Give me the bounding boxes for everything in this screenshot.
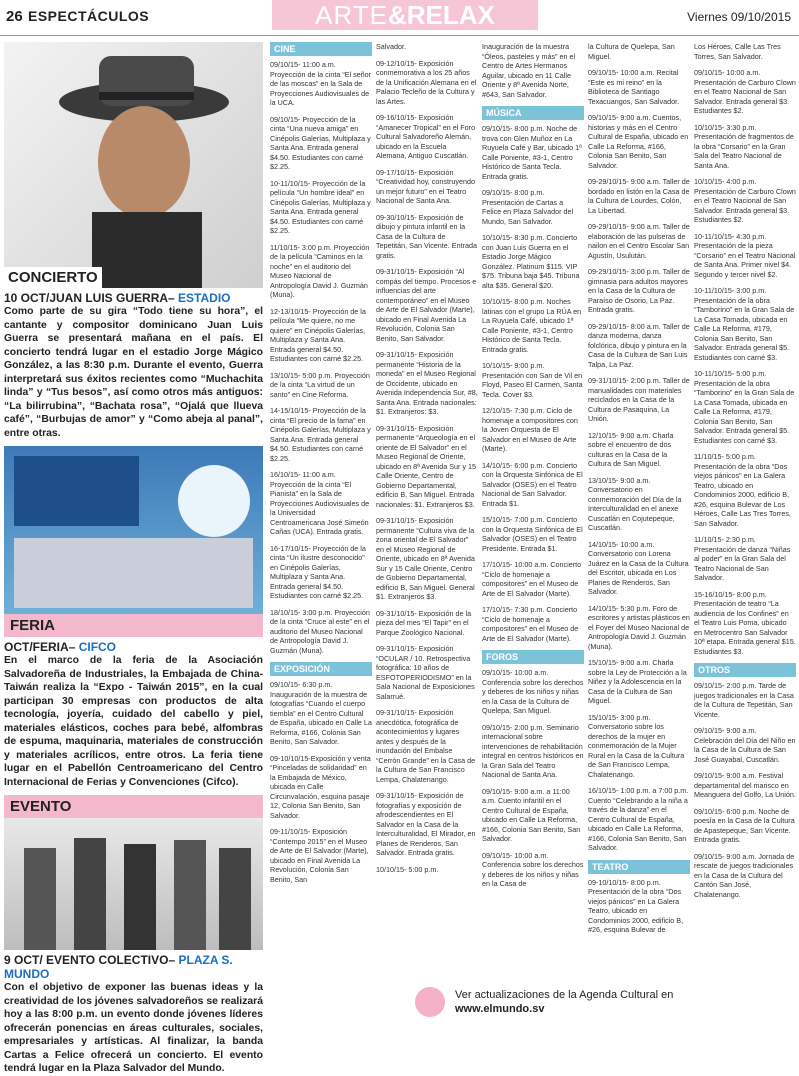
agenda-item: 13/10/15- 9:00 a.m. Conversatorio en conmemoración del Día de la Interculturalidad en el anexe Cuscatlán en Cojutepeque, Cuscatlán. <box>588 475 682 532</box>
agenda-item: 14-15/10/15- Proyección de la cinta “El precio de la fama” en Cinépolis Galerías, Multiplaza y Santa Ana. Entrada general $4.50. Estudiantes con carné $2.25. <box>270 406 371 463</box>
feria-body: En el marco de la feria de la Asociación Salvadoreña de Industriales, la Embajada de China-Taiwán realiza la “Expo - Taiwán 2015”, en la cual participan 30 empresas con productos de alta tecnología, joyería, cuidado del cabello y piel, materiales elásticos, coches para bebé, alfombras de espuma, maquinaria, materiales de construcción y materiales acrílicos, entre otros. La feria tiene lugar en el Pabellón Centroamericano del Centro Internacional de Ferias y Convenciones (Cifco). <box>4 655 263 788</box>
agenda-item: 09-31/10/15- Exposición “Al compás del tiempo. Procesos e influencias del arte contemporáneo” en el Museo de Arte de El Salvador (Marte), ubicado en Final Avenida La Revolución, Colonia San Benito, San Salvador. <box>376 267 477 343</box>
agenda-item: 09/10/15- 10:00 a.m. Presentación de Carburo Clown en el Teatro Nacional de San Salvador. Entrada general $3. Estudiantes $2. <box>694 68 796 115</box>
agenda-item: 14/10/15- 10:00 a.m. Conversatorio con Lorena Juárez en la Casa de la Cultura del Escritor, ubicada en Los Planes de Renderos, San Salvador. <box>588 539 689 596</box>
feria-photo <box>4 446 263 614</box>
agenda-item: 09/10/15- 11:00 a.m. Proyección de la cinta “El señor de las moscas” en la Sala de Proyecciones Audiovisuales de la UCA. <box>270 60 372 107</box>
agenda-item: 09-31/10/15- Exposición de fotografías y exposición de afrodescendientes en El Salvador en la Casa de la Interculturalidad, El Mirador, en Planes de Renderos, San Salvador. Entrada gratis. <box>376 791 476 857</box>
agenda-item: 10-11/10/15- 4:30 p.m. Presentación de la pieza “Corsario” en el Teatro Nacional de Santa Ana. Primer nivel $4. Segundo y tercer nivel $2. <box>694 231 796 279</box>
agenda-item: 09-31/10/15- Exposición permanente “Cultura viva de la zona oriental de El Salvador” en el Museo Regional de Oriente, ubicado en 8ª Avenida Sur y 15 Calle Oriente, Centro de Gobierno Departamental, edificio B, San Miguel. General $1. Extranjeros $3. <box>376 516 475 601</box>
agenda-item: 10-11/10/15- 3:00 p.m. Presentación de la obra “Tamborino” en la Gran Sala de La Casa Tomada, ubicada en Calle La Reforma, #179, Colonia San Benito, San Salvador. Entrada general $5. Estudiantes con carné $3. <box>694 286 795 362</box>
agenda-item: 09/10/15- 6:30 p.m. Inauguración de la muestra de fotografías “Cuando el cuerpo tiembla” en el Centro Cultural de España, ubicado en Calle La Reforma, #166, Colonia San Benito, San Salvador. <box>270 680 372 746</box>
evento-venue: PLAZA S. MUNDO <box>4 953 233 982</box>
agenda-item: 09-31/10/15- 2:00 p.m. Taller de manualidades con materiales reciclados en la Casa de la Cultura de Pasaquina, La Unión. <box>588 376 690 423</box>
agenda-item: 16-17/10/15- Proyección de la cinta “Un ilustre desconocido” en Cinépolis Galerías, Multiplaza y Santa Ana. Entrada general $4.50. Estudiantes con carné $2.25. <box>270 543 366 600</box>
agenda-item: la Cultura de Quelepa, San Miguel. <box>588 42 675 61</box>
agenda-item: 10/10/15- 9:00 p.m. Presentación con San de Vil en Floyd, Paseo El Carmen, Santa Tecla. Cover $3. <box>482 361 583 399</box>
agenda-item: 09/10/15- 6:00 p.m. Noche de poesía en la Casa de la Cultura de Apastepeque, San Vicente. Entrada gratis. <box>694 806 795 844</box>
concierto-tag: CONCIERTO <box>4 267 102 288</box>
category-heading: OTROS <box>694 663 796 677</box>
agenda-item: 09-30/10/15- Exposición de dibujo y pintura infantil en la Casa de la Cultura de Tepetitán, San Vicente. Entrada gratis. <box>376 212 477 260</box>
agenda-item: 12/10/15- 9:00 a.m. Charla sobre el encuentro de dos culturas en la Casa de la Cultura de San Miguel. <box>588 430 674 468</box>
banner-part3: RELAX <box>406 0 495 30</box>
agenda-item: 09/10/15- 8:00 p.m. Presentación de Cartas a Felice en Plaza Salvador del Mundo, San Salvador. <box>482 188 574 226</box>
singer-hat-icon <box>4 42 263 288</box>
agenda-item: 09-11/10/15- Exposición “Contempo 2015” en el Museo de Arte de El Salvador (Marte), ubicado en Final Avenida La Revolución, Colonia San Benito, San <box>270 827 369 884</box>
agenda-column-1 <box>270 42 372 891</box>
concierto-title-text: 10 OCT/JUAN LUIS GUERRA– <box>4 291 175 305</box>
band-members-icon <box>4 818 263 950</box>
banner-part2: & <box>387 0 407 30</box>
featured-column <box>4 42 263 1076</box>
feria-title <box>4 640 263 654</box>
agenda-item: 09-10/10/15- 8:00 p.m. Presentación de la obra “Dos viejos pánicos” en La Galera Teatro, ubicado en Condominios 2000, edificio B, #26, esquina Bulevar de <box>588 877 684 934</box>
evento-title <box>4 953 263 981</box>
footer-url[interactable]: www.elmundo.sv <box>455 1003 545 1015</box>
agenda-item: Inauguración de la muestra “Óleos, pasteles y más” en el Centro de Artes Hermanos Aguilar, ubicado en 11 Calle Oriente y 8ª Avenida Norte, #643, San Salvador. <box>482 42 576 99</box>
concierto-body: Como parte de su gira “Todo tiene su hora”, el cantante y compositor dominicano Juan Luis Guerra se presentará mañana en el país. El concierto tendrá lugar en el estadio Jorge Mágico González, a las 8:30 p.m. Durante el evento, Guerra interpretará sus éxitos recientes como “Muchachita linda” y “Tus besos”, así como otros más antiguos: “La bilirrubina”, “Bachata rosa”, “Ojalá que llueva café”, “Burbujas de amor” y “Como abeja al panal”, entre otras. <box>4 306 263 439</box>
agenda-item: 09/10/15- Proyección de la cinta “Una nueva amiga” en Cinépolis Galerías, Multiplaza y Santa Ana. Entrada general $4.50. Estudiantes con carné $2.25. <box>270 114 371 171</box>
evento-body: Con el objetivo de exponer las buenas ideas y la creatividad de los jóvenes salvadoreños se realizará hoy a las 8:00 p.m. un evento donde jóvenes líderes ofrecerán ponencias en áreas culturales, sociales, empresariales y artísticas. Al finalizar, la banda Cartas a Felice ofrecerá un concierto. El evento tendrá lugar en la Plaza Salvador del Mundo. <box>4 982 263 1075</box>
agenda-item: 09/10/15- 10:00 a.m. Conferencia sobre los derechos y deberes de los niños y niñas en la Casa de la Cultura de Quelepa, San Miguel. <box>482 668 584 715</box>
agenda-item: 13/10/15- 5:00 p.m. Proyección de la cinta “La virtud de un santo” en Cine Reforma. <box>270 370 370 399</box>
agenda-item: 09/10/15- 10:00 a.m. Conferencia sobre los derechos y deberes de los niños y niñas en la Casa de <box>482 850 584 888</box>
agenda-item: 09/10/15- 9:00 a.m. Jornada de rescate de juegos tradicionales en la Casa de la Cultura del Cantón San José, Chalatenango. <box>694 851 795 899</box>
page-header <box>0 0 799 36</box>
agenda-item: 09-31/10/15- Exposición de la pieza del mes “El Tapir” en el Parque Zoológico Nacional. <box>376 608 472 637</box>
agenda-item: 09/10/15- 8:00 p.m. Noche de trova con Glen Muñoz en La Ruyuela Café y Bar, ubicado 1ª Calle Poniente, #3-1, Centro Histórico de Santa Tecla. Entrada gratis. <box>482 124 582 181</box>
agenda-item: 09-16/10/15- Exposición “Amanecer Tropical” en el Foro Cultural Salvadoreño Alemán, ubicado en la Escuela Alemana, Antiguo Cuscatlán. <box>376 113 476 160</box>
agenda-column-2 <box>376 42 478 881</box>
agenda-item: 09-31/10/15- Exposición “OCULAR / 10. Retrospectiva fotográfica: 10 años de ESFOTOPERIODISMO” en la Sala Nacional de Exposiciones Salarrué. <box>376 644 475 701</box>
agenda-item: 10-11/10/15- Proyección de la película “Un hombre ideal” en Cinépolis Galerías, Multiplaza y Santa Ana. Entrada general $4.50. Estudiantes con carné $2.25. <box>270 178 371 235</box>
agenda-item: 09/10/15- 9:00 a.m. Celebración del Día del Niño en la Casa de la Cultura de San José Guayabal, Cuscatlán. <box>694 726 796 764</box>
feria-venue: CIFCO <box>78 640 117 655</box>
agenda-item: 09-29/10/15- 8:00 a.m. Taller de danza moderna, danza folclórica, dibujo y pintura en la Casa de la Cultura de San Luis Talpa, La Paz. <box>588 321 690 369</box>
footer-note <box>415 985 795 1021</box>
agenda-item: 09-29/10/15- 9:00 a.m. Taller de bordado en listón en la Casa de la Cultura de Lourdes, Colón, La Libertad. <box>588 177 690 215</box>
agenda-item: 15-16/10/15- 8:00 p.m. Presentación de teatro “La audiencia de los Confines” en el Teatro Luis Poma, ubicado en Metrocentro San Salvador 10ª etapa. Entrada general $15. Estudiantes $3. <box>694 589 796 656</box>
agenda-item: 09/10/15- 2:00 p.m. Seminario internacional sobre intervenciones de rehabilitación integral en centros históricos en la Gran Sala del Teatro Nacional de Santa Ana. <box>482 722 584 779</box>
agenda-item: 09/10/15- 10:00 a.m. Recital “Este es mi reino” en la Biblioteca de Santiago Texacuangos, San Salvador. <box>588 68 680 106</box>
agenda-item: 09-31/10/15- Exposición permanente “Arqueología en el oriente de El Salvador” en el Museo Regional de Oriente, ubicado en 8ª Avenida Sur y 15 Calle Oriente, Centro de Gobierno Departamental, edificio B, San Miguel. Entrada nacionales: $1. Extranjeros $3. <box>376 423 477 509</box>
agenda-item: 10/10/15- 4:00 p.m. Presentación de Carburo Clown en el Teatro Nacional de San Salvador. Entrada general $3. Estudiantes $2. <box>694 177 796 224</box>
agenda-item: 09-31/10/15- Exposición anecdótica, fotográfica de acontecimientos y lugares antes y después de la inundación del Embalse “Cerrón Grande” en la Casa de la Cultura de San Francisco Lempa, Chalatenango. <box>376 708 476 784</box>
agenda-item: 15/10/15- 3:00 p.m. Conversatorio sobre los derechos de la mujer en conmemoración de la Mujer Rural en la Casa de la Cultura de San Francisco Lempa, Chalatenango. <box>588 712 685 779</box>
category-heading: EXPOSICIÓN <box>270 662 372 676</box>
agenda-item: Salvador. <box>376 42 406 51</box>
feria-title-text: OCT/FERIA– <box>4 640 76 655</box>
agenda-item: 09/10/15- 2:00 p.m. Tarde de juegos tradicionales en la Casa de la Cultura de Tepetitán, San Vicente. <box>694 681 794 719</box>
agenda-item: 09/10/15- 9:00 a.m. Festival departamental del marisco en Meanguera del Golfo, La Unión. <box>694 771 796 799</box>
agenda-item: 12-13/10/15- Proyección de la película “Me quiere, no me quiere” en Cinépolis Galerías, Multiplaza y Santa Ana. Entrada general $4.50. Estudiantes con carné $2.25. <box>270 306 366 363</box>
category-heading: FOROS <box>482 650 584 664</box>
section-banner <box>272 0 538 30</box>
agenda-item: 16/10/15- 11:00 a.m. Proyección de la cinta “El Pianista” en la Sala de Proyecciones Audiovisuales de la Universidad Centroamericana José Simeón Cañas (UCA). Entrada gratis. <box>270 470 370 536</box>
agenda-item: 18/10/15- 3:00 p.m. Proyección de la cinta “Cruce al este” en el auditorio del Museo Nacional de Antropología David J. Guzmán (Muna). <box>270 607 370 655</box>
agenda-item: 10/10/15- 3:30 p.m. Presentación de fragmentos de la obra “Corsario” en la Gran Sala del Teatro Nacional de Santa Ana. <box>694 122 794 170</box>
agenda-item: 15/10/15- 9:00 a.m. Charla sobre la Ley de Protección a la Niñez y la Adolescencia en la Casa de la Cultura de San Miguel. <box>588 658 687 705</box>
agenda-item: 10/10/15- 8:00 p.m. Noches latinas con el grupo La RÚA en La Ruyuela Café, ubicado 1ª Calle Poniente, #3-1, Centro Histórico de Santa Tecla. Entrada gratis. <box>482 297 582 354</box>
agenda-item: 10/10/15- 5:00 p.m. <box>376 864 439 874</box>
category-heading: MÚSICA <box>482 106 584 120</box>
agenda-item: 14/10/15- 5:30 p.m. Foro de escritores y artistas plásticos en el Foyer del Museo Nacional de Antropología David J. Guzmán (Muna). <box>588 603 690 651</box>
agenda-item: 09-29/10/15- 9:00 a.m. Taller de elaboración de las pulseras de nailon en el Centro Escolar San Agustín, Usulután. <box>588 222 690 260</box>
agenda-item: Los Héroes, Calle Las Tres Torres, San Salvador. <box>694 42 781 61</box>
section-name: ESPECTÁCULOS <box>28 8 150 24</box>
agenda-item: 15/10/15- 7:00 p.m. Concierto con la Orquesta Sinfónica de El Salvador (OSES) en el Teatro Presidente. Entrada $1. <box>482 515 583 553</box>
evento-title-text: 9 OCT/ EVENTO COLECTIVO– <box>4 953 176 968</box>
expo-banner-icon <box>4 446 263 614</box>
concert-photo <box>4 42 263 288</box>
footer-line1: Ver actualizaciones de la Agenda Cultural en <box>455 989 674 1001</box>
evento-tag: EVENTO <box>4 795 263 818</box>
pencil-icon <box>415 987 445 1017</box>
agenda-item: 09-10/10/15-Exposición y venta “Pinceladas de solidaridad” en la Embajada de México, ubicada en Calle Circunvalación, esquina pasaje 12, Colonia San Benito, San Salvador. <box>270 753 371 820</box>
agenda-item: 11/10/15- 2:30 p.m. Presentación de danza “Niñas al poder” en la Gran Sala del Teatro Nacional de San Salvador. <box>694 535 791 582</box>
agenda-item: 12/10/15- 7:30 p.m. Ciclo de homenaje a compositores con la Joven Orquesta de El Salvador en el Museo de Arte (Marte). <box>482 406 578 453</box>
agenda-item: 09-29/10/15- 3:00 p.m. Taller de gimnasia para adultos mayores en la Casa de la Cultura de Paraíso de Osorio, La Paz. Entrada gratis. <box>588 267 690 314</box>
agenda-item: 17/10/15- 10:00 a.m. Concierto “Ciclo de homenaje a compositores” en el Museo de Arte de El Salvador (Marte). <box>482 560 582 598</box>
agenda-item: 10/10/15- 8:30 p.m. Concierto con Juan Luis Guerra en el Estadio Jorge Mágico González. Platinum $115. VIP $75. Tribuna baja $45. Tribuna alta $35. General $20. <box>482 233 580 290</box>
evento-photo <box>4 818 263 950</box>
feria-tag: FERIA <box>4 614 263 637</box>
page-number: 26 <box>6 8 23 25</box>
concierto-venue: ESTADIO <box>178 291 231 305</box>
agenda-item: 10-11/10/15- 5:00 p.m. Presentación de la obra “Tamborino” en la Gran Sala de La Casa Tomada, ubicada en Calle La Reforma, #179, Colonia San Benito, San Salvador. Entrada general $5. Estudiantes con carné $3. <box>694 369 795 445</box>
agenda-item: 16/10/15- 1:00 p.m. a 7:00 p.m. Cuento “Celebrando a la niña a través de la danza” en el Centro Cultural de España, ubicado en Calle La Reforma, #166, Colonia San Benito, San Salvador. <box>588 786 689 852</box>
agenda-item: 09-17/10/15- Exposición “Creatividad hoy, construyendo un mejor futuro” en el Teatro Nacional de Santa Ana. <box>376 167 475 205</box>
banner-part1: ARTE <box>315 0 388 30</box>
agenda-item: 11/10/15- 5:00 p.m. Presentación de la obra “Dos viejos pánicos” en La Galera Teatro, ubicado en Condominios 2000, edificio B, #26, esquina Bulevar de Los Héroes, Calle Las Tres Torres, San Salvador. <box>694 452 791 528</box>
agenda-item: 09/10/15- 9:00 a.m. a 11:00 a.m. Cuento infantil en el Centro Cultural de España, ubicado en Calle La Reforma, #166, Colonia San Benito, San Salvador. <box>482 786 581 843</box>
agenda-item: 09/10/15- 9:00 a.m. Cuentos, historias y más en el Centro Cultural de España, ubicado en Calle La Reforma, #166, Colonia San Benito, San Salvador. <box>588 113 689 170</box>
agenda-column-5 <box>694 42 796 906</box>
agenda-item: 09-31/10/15- Exposición permanente “Historia de la moneda” en el Museo Regional de Occidente, ubicado en Avenida Independencia Sur, #8, Santa Ana. Entrada nacionales: $1. Extranjeros: $3. <box>376 350 478 416</box>
agenda-item: 17/10/15- 7:30 p.m. Concierto “Ciclo de homenaje a compositores” en el Museo de Arte de El Salvador (Marte). <box>482 605 579 643</box>
category-heading: CINE <box>270 42 372 56</box>
issue-date: Viernes 09/10/2015 <box>687 10 791 24</box>
category-heading: TEATRO <box>588 860 690 874</box>
agenda-item: 14/10/15- 6:00 p.m. Concierto con la Orquesta Sinfónica de El Salvador (OSES) en el Teatro Nacional de San Salvador. Entrada $1. <box>482 460 583 508</box>
agenda-column-3 <box>482 42 584 896</box>
agenda-column-4 <box>588 42 690 942</box>
concierto-title <box>4 291 263 305</box>
agenda-item: 09-12/10/15- Exposición conmemorativa a los 25 años de la Unificación Alemana en el Palacio Tecleño de la Cultura y las Artes. <box>376 58 477 106</box>
agenda-item: 11/10/15- 3:00 p.m. Proyección de la película “Caminos en la noche” en el auditorio del Museo Nacional de Antropología David J. Guzmán (Muna). <box>270 242 370 299</box>
